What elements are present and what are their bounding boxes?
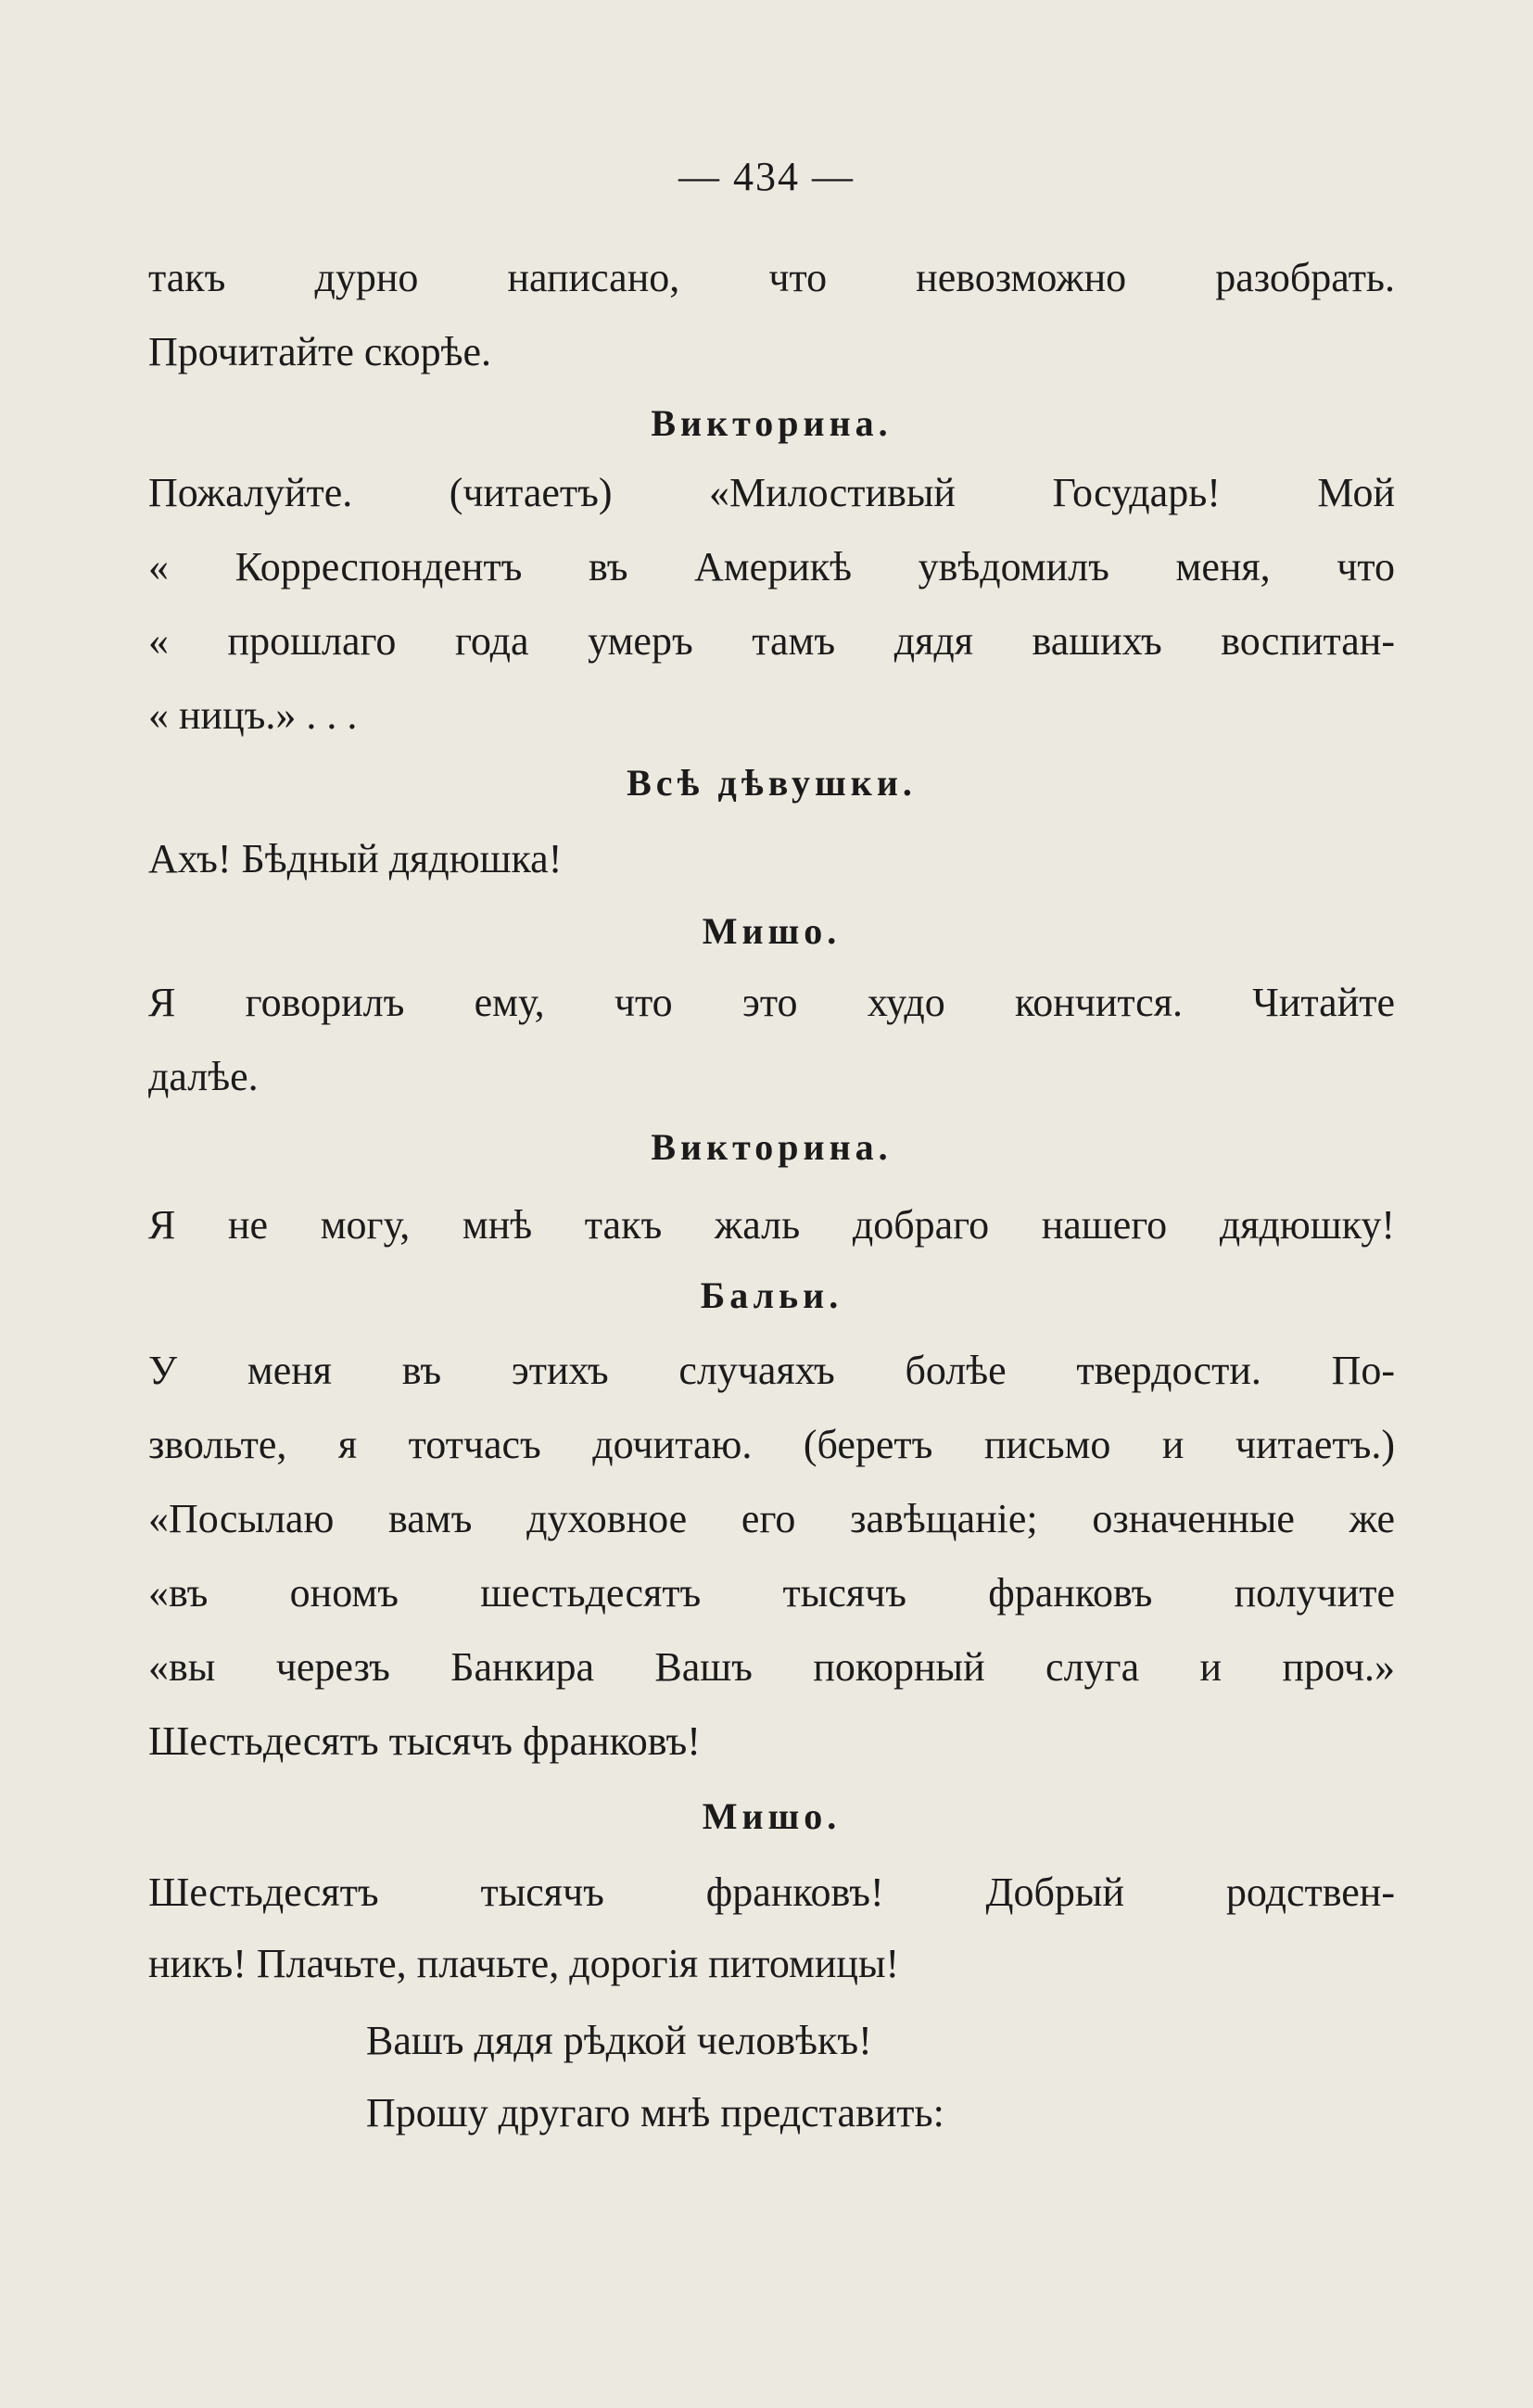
verse-line: Вашъ дядя рѣдкой человѣкъ!	[366, 2018, 872, 2063]
text-line: «въ ономъ шестьдесятъ тысячъ франковъ получите	[148, 1570, 1395, 1616]
speaker-name: Всѣ дѣвушки.	[627, 762, 917, 804]
speaker-name: Мишо.	[702, 910, 842, 952]
text-line: «Посылаю вамъ духовное его завѣщаніе; означенные же	[148, 1496, 1395, 1541]
text-line: «вы черезъ Банкира Вашъ покорный слуга и проч.»	[148, 1644, 1395, 1690]
speaker-name: Бальи.	[700, 1274, 843, 1316]
text-line: Шестьдесятъ тысячъ франковъ! Добрый родствен-	[148, 1869, 1395, 1915]
text-line: У меня въ этихъ случаяхъ болѣе твердости. По-	[148, 1348, 1395, 1393]
text-line: Шестьдесятъ тысячъ франковъ!	[148, 1718, 701, 1764]
text-segment: Пожалуйте. (читаетъ) «Милостивый Государь! Мой	[148, 470, 1395, 515]
speaker-name: Викторина.	[651, 1126, 893, 1168]
text-line: звольте, я тотчасъ дочитаю. (беретъ письмо и читаетъ.)	[148, 1422, 1395, 1467]
text-line: Я не могу, мнѣ такъ жаль добраго нашего дядюшку!	[148, 1202, 1395, 1248]
text-line: Ахъ! Бѣдный дядюшка!	[148, 836, 563, 881]
text-line: « прошлаго года умеръ тамъ дядя вашихъ воспитан-	[148, 618, 1395, 664]
text-line: далѣе.	[148, 1054, 259, 1099]
page-number: — 434 —	[678, 154, 855, 199]
text-line: Я говорилъ ему, что это худо кончится. Читайте	[148, 980, 1395, 1025]
speaker-name: Мишо.	[702, 1795, 842, 1837]
text-line: никъ! Плачьте, плачьте, дорогія питомицы!	[148, 1941, 900, 1986]
text-line: « ницъ.» . . .	[148, 692, 358, 738]
text-line: такъ дурно написано, что невозможно разобрать.	[148, 255, 1395, 300]
text-line: « Корреспондентъ въ Америкѣ увѣдомилъ меня, что	[148, 544, 1395, 589]
verse-line: Прошу другаго мнѣ представить:	[366, 2090, 944, 2136]
text-line: Прочитайте скорѣе.	[148, 329, 492, 374]
speaker-name: Викторина.	[651, 402, 893, 444]
text-line	[148, 470, 1395, 515]
